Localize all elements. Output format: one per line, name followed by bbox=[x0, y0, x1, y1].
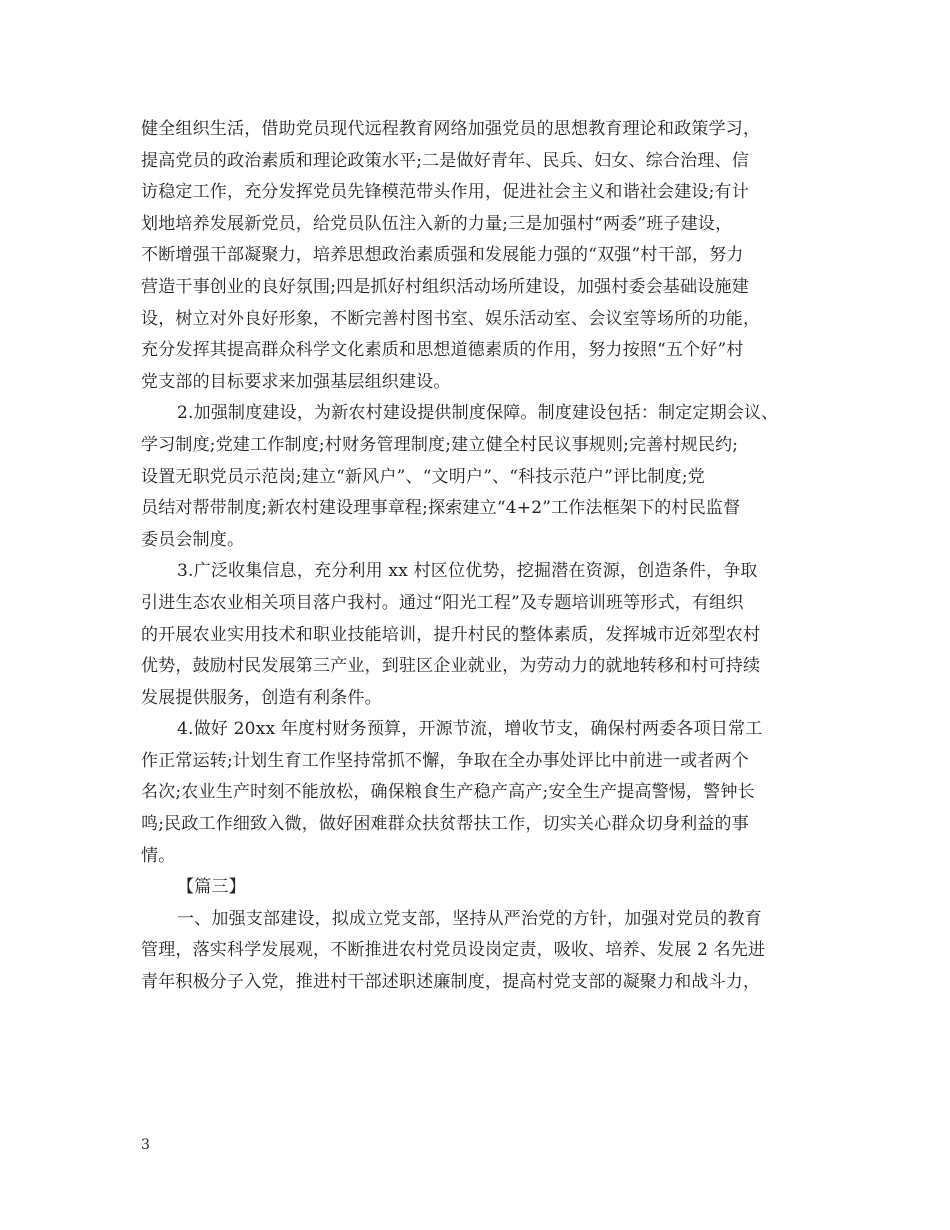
paragraph-start-line: 一、加强支部建设，拟成立党支部，坚持从严治党的方针，加强对党员的教育 bbox=[177, 908, 762, 929]
text-line: 委员会制度。 bbox=[141, 529, 245, 550]
text-line: 青年积极分子入党，推进村干部述职述廉制度，提高村党支部的凝聚力和战斗力， bbox=[141, 972, 761, 993]
page-number: 3 bbox=[141, 1137, 150, 1153]
paragraph-start-line: 2.加强制度建设，为新农村建设提供制度保障。制度建设包括：制定定期会议、 bbox=[177, 403, 779, 424]
paragraph-start-line: 4.做好 20xx 年度村财务预算，开源节流，增收节支，确保村两委各项日常工 bbox=[177, 719, 763, 740]
text-line: 提高党员的政治素质和理论政策水平;二是做好青年、民兵、妇女、综合治理、信 bbox=[141, 150, 749, 171]
body-text bbox=[141, 114, 825, 999]
text-line: 发展提供服务，创造有利条件。 bbox=[141, 687, 382, 708]
paragraph-start-line: 3.广泛收集信息，充分利用 xx 村区位优势，挖掘潜在资源，创造条件，争取 bbox=[177, 561, 758, 582]
text-line: 名次;农业生产时刻不能放松，确保粮食生产稳产高产;安全生产提高警惕，警钟长 bbox=[141, 782, 755, 803]
text-line: 学习制度;党建工作制度;村财务管理制度;建立健全村民议事规则;完善村规民约; bbox=[141, 434, 739, 455]
text-line: 划地培养发展新党员，给党员队伍注入新的力量;三是加强村“两委”班子建设， bbox=[141, 213, 733, 234]
text-line: 优势，鼓励村民发展第三产业，到驻区企业就业，为劳动力的就地转移和村可持续 bbox=[141, 656, 761, 677]
text-line: 的开展农业实用技术和职业技能培训，提升村民的整体素质，发挥城市近郊型农村 bbox=[141, 624, 761, 645]
text-line: 鸣;民政工作细致入微，做好困难群众扶贫帮扶工作，切实关心群众切身利益的事 bbox=[141, 814, 749, 835]
text-line: 健全组织生活，借助党员现代远程教育网络加强党员的思想教育理论和政策学习， bbox=[141, 119, 761, 139]
text-line: 设置无职党员示范岗;建立“新风户”、“文明户”、“科技示范户”评比制度;党 bbox=[141, 466, 705, 487]
text-line: 营造干事创业的良好氛围;四是抓好村组织活动场所建设，加强村委会基础设施建 bbox=[141, 276, 749, 297]
text-line: 情。 bbox=[141, 845, 176, 866]
text-line: 充分发挥其提高群众科学文化素质和思想道德素质的作用，努力按照“五个好”村 bbox=[141, 340, 744, 361]
text-line: 设，树立对外良好形象，不断完善村图书室、娱乐活动室、会议室等场所的功能， bbox=[141, 308, 761, 329]
text-line: 访稳定工作，充分发挥党员先锋模范带头作用，促进社会主义和谐社会建设;有计 bbox=[141, 182, 749, 203]
text-line: 不断增强干部凝聚力，培养思想政治素质强和发展能力强的“双强”村干部，努力 bbox=[141, 245, 744, 266]
text-line: 作正常运转;计划生育工作坚持常抓不懈，争取在全办事处评比中前进一或者两个 bbox=[141, 750, 749, 771]
text-line: 党支部的目标要求来加强基层组织建设。 bbox=[141, 371, 451, 392]
text-line: 员结对帮带制度;新农村建设理事章程;探索建立“4+2”工作法框架下的村民监督 bbox=[141, 498, 741, 519]
section-heading: 【篇三】 bbox=[177, 877, 246, 898]
text-line: 引进生态农业相关项目落户我村。通过“阳光工程”及专题培训班等形式，有组织 bbox=[141, 592, 744, 613]
text-line: 管理，落实科学发展观，不断推进农村党员设岗定责，吸收、培养、发展 2 名先进 bbox=[141, 940, 766, 961]
